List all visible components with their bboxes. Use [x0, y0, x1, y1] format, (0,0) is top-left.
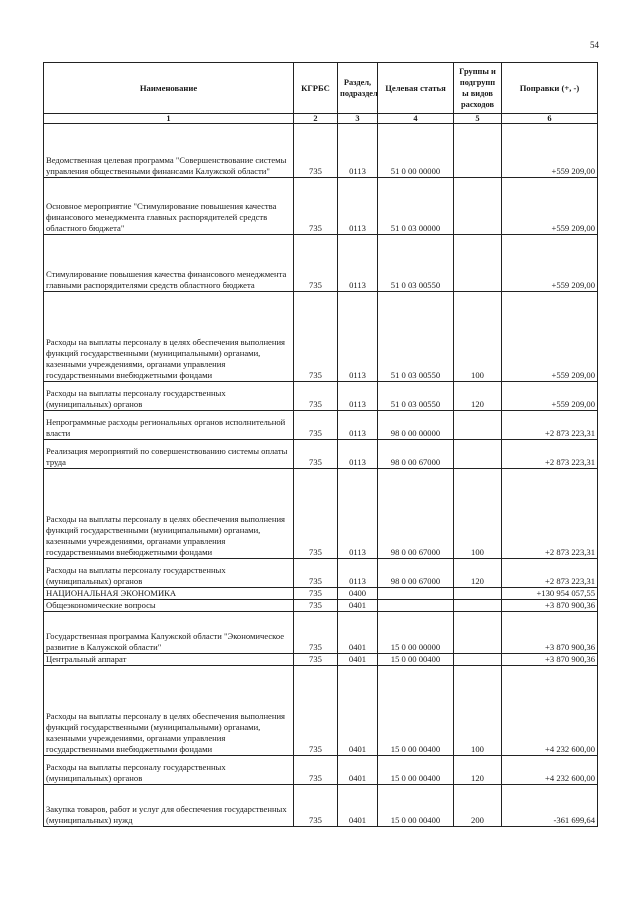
table-row	[44, 588, 598, 600]
row-kgrbs: 735	[294, 654, 338, 666]
row-name: Расходы на выплаты персоналу в целях обеспечения выполнения функций государственными (муниципальными) органами, казенными учреждениями, органами управления государственными внебюджетными фондами	[44, 469, 294, 559]
header-section	[338, 63, 378, 114]
row-expense-group	[454, 411, 502, 440]
row-name: Основное мероприятие "Стимулирование повышения качества финансового менеджмента главных распорядителей средств областного бюджета"	[44, 178, 294, 235]
row-target-article: 51 0 03 00550	[378, 382, 454, 411]
column-number: 5	[454, 114, 502, 124]
table-row	[44, 292, 598, 382]
header-article: Целевая статья	[378, 63, 454, 114]
row-expense-group	[454, 612, 502, 654]
row-amount: +130 954 057,55	[502, 588, 598, 600]
row-name: Расходы на выплаты персоналу государственных (муниципальных) органов	[44, 756, 294, 785]
row-amount: +3 870 900,36	[502, 612, 598, 654]
row-kgrbs: 735	[294, 124, 338, 178]
table-header-row	[44, 63, 598, 114]
row-section: 0113	[338, 382, 378, 411]
row-target-article: 51 0 03 00550	[378, 235, 454, 292]
row-target-article	[378, 588, 454, 600]
row-target-article: 51 0 03 00000	[378, 178, 454, 235]
row-target-article: 98 0 00 67000	[378, 440, 454, 469]
row-expense-group	[454, 654, 502, 666]
row-target-article: 15 0 00 00000	[378, 612, 454, 654]
row-section: 0113	[338, 469, 378, 559]
row-target-article: 15 0 00 00400	[378, 666, 454, 756]
header-group-label: Группы и подгрупп ы видов расходов	[459, 67, 496, 109]
row-name: Закупка товаров, работ и услуг для обеспечения государственных (муниципальных) нужд	[44, 785, 294, 827]
row-kgrbs: 735	[294, 756, 338, 785]
column-number: 2	[294, 114, 338, 124]
table-row	[44, 785, 598, 827]
row-kgrbs: 735	[294, 666, 338, 756]
row-amount: -361 699,64	[502, 785, 598, 827]
table-row	[44, 235, 598, 292]
row-expense-group	[454, 600, 502, 612]
row-amount: +559 209,00	[502, 178, 598, 235]
row-kgrbs: 735	[294, 382, 338, 411]
row-section: 0401	[338, 654, 378, 666]
table-row	[44, 440, 598, 469]
row-name: Расходы на выплаты персоналу государственных (муниципальных) органов	[44, 559, 294, 588]
row-expense-group: 120	[454, 756, 502, 785]
header-amount: Поправки (+, -)	[502, 63, 598, 114]
row-kgrbs: 735	[294, 235, 338, 292]
row-kgrbs: 735	[294, 600, 338, 612]
table-row	[44, 469, 598, 559]
row-amount: +3 870 900,36	[502, 600, 598, 612]
row-expense-group	[454, 178, 502, 235]
row-name: Ведомственная целевая программа "Совершенствование системы управления общественными финансами Калужской области"	[44, 124, 294, 178]
table-row	[44, 612, 598, 654]
row-amount: +559 209,00	[502, 292, 598, 382]
row-kgrbs: 735	[294, 559, 338, 588]
row-section: 0113	[338, 559, 378, 588]
row-name: Расходы на выплаты персоналу государственных (муниципальных) органов	[44, 382, 294, 411]
row-name: Центральный аппарат	[44, 654, 294, 666]
row-expense-group: 120	[454, 559, 502, 588]
row-target-article: 15 0 00 00400	[378, 785, 454, 827]
header-kgrbs: КГРБС	[294, 63, 338, 114]
row-amount: +559 209,00	[502, 124, 598, 178]
row-expense-group: 120	[454, 382, 502, 411]
row-name: Расходы на выплаты персоналу в целях обеспечения выполнения функций государственными (муниципальными) органами, казенными учреждениями, органами управления государственными внебюджетными фондами	[44, 666, 294, 756]
row-amount: +4 232 600,00	[502, 666, 598, 756]
row-kgrbs: 735	[294, 469, 338, 559]
column-number: 4	[378, 114, 454, 124]
row-expense-group: 100	[454, 469, 502, 559]
row-kgrbs: 735	[294, 411, 338, 440]
budget-amendments-table	[43, 62, 598, 827]
row-name: Реализация мероприятий по совершенствованию системы оплаты труда	[44, 440, 294, 469]
row-section: 0401	[338, 785, 378, 827]
row-expense-group: 100	[454, 666, 502, 756]
table-row	[44, 654, 598, 666]
row-name: Государственная программа Калужской области "Экономическое развитие в Калужской области"	[44, 612, 294, 654]
row-section: 0113	[338, 178, 378, 235]
row-target-article	[378, 600, 454, 612]
header-name: Наименование	[44, 63, 294, 114]
row-target-article: 15 0 00 00400	[378, 756, 454, 785]
row-section: 0113	[338, 440, 378, 469]
row-target-article: 98 0 00 67000	[378, 469, 454, 559]
table-row	[44, 756, 598, 785]
row-expense-group	[454, 440, 502, 469]
row-target-article: 51 0 00 00000	[378, 124, 454, 178]
row-expense-group	[454, 235, 502, 292]
row-section: 0401	[338, 600, 378, 612]
row-section: 0401	[338, 666, 378, 756]
row-section: 0113	[338, 124, 378, 178]
column-number-row	[44, 114, 598, 124]
row-target-article: 98 0 00 00000	[378, 411, 454, 440]
row-kgrbs: 735	[294, 612, 338, 654]
table-row	[44, 178, 598, 235]
row-amount: +2 873 223,31	[502, 411, 598, 440]
row-section: 0113	[338, 235, 378, 292]
table-row	[44, 411, 598, 440]
row-expense-group: 200	[454, 785, 502, 827]
table-row	[44, 600, 598, 612]
row-name: Стимулирование повышения качества финансового менеджмента главными распорядителями средств областного бюджета	[44, 235, 294, 292]
row-kgrbs: 735	[294, 292, 338, 382]
row-amount: +559 209,00	[502, 235, 598, 292]
row-name: НАЦИОНАЛЬНАЯ ЭКОНОМИКА	[44, 588, 294, 600]
row-kgrbs: 735	[294, 785, 338, 827]
row-name: Расходы на выплаты персоналу в целях обеспечения выполнения функций государственными (муниципальными) органами, казенными учреждениями, органами управления государственными внебюджетными фондами	[44, 292, 294, 382]
row-section: 0401	[338, 756, 378, 785]
row-name: Непрограммные расходы региональных органов исполнительной власти	[44, 411, 294, 440]
row-kgrbs: 735	[294, 588, 338, 600]
row-section: 0113	[338, 411, 378, 440]
row-kgrbs: 735	[294, 440, 338, 469]
row-target-article: 51 0 03 00550	[378, 292, 454, 382]
row-expense-group	[454, 588, 502, 600]
row-section: 0401	[338, 612, 378, 654]
page-number: 54	[590, 40, 599, 50]
row-kgrbs: 735	[294, 178, 338, 235]
row-name: Общеэкономические вопросы	[44, 600, 294, 612]
header-group	[454, 63, 502, 114]
column-number: 3	[338, 114, 378, 124]
row-amount: +2 873 223,31	[502, 469, 598, 559]
row-amount: +559 209,00	[502, 382, 598, 411]
header-section-label: Раздел, подраздел	[340, 78, 378, 98]
row-amount: +3 870 900,36	[502, 654, 598, 666]
column-number: 1	[44, 114, 294, 124]
table-row	[44, 124, 598, 178]
row-section: 0113	[338, 292, 378, 382]
row-amount: +4 232 600,00	[502, 756, 598, 785]
table-row	[44, 559, 598, 588]
row-target-article: 15 0 00 00400	[378, 654, 454, 666]
column-number: 6	[502, 114, 598, 124]
table-row	[44, 382, 598, 411]
row-target-article: 98 0 00 67000	[378, 559, 454, 588]
row-expense-group: 100	[454, 292, 502, 382]
row-amount: +2 873 223,31	[502, 440, 598, 469]
row-amount: +2 873 223,31	[502, 559, 598, 588]
row-section: 0400	[338, 588, 378, 600]
row-expense-group	[454, 124, 502, 178]
table-row	[44, 666, 598, 756]
